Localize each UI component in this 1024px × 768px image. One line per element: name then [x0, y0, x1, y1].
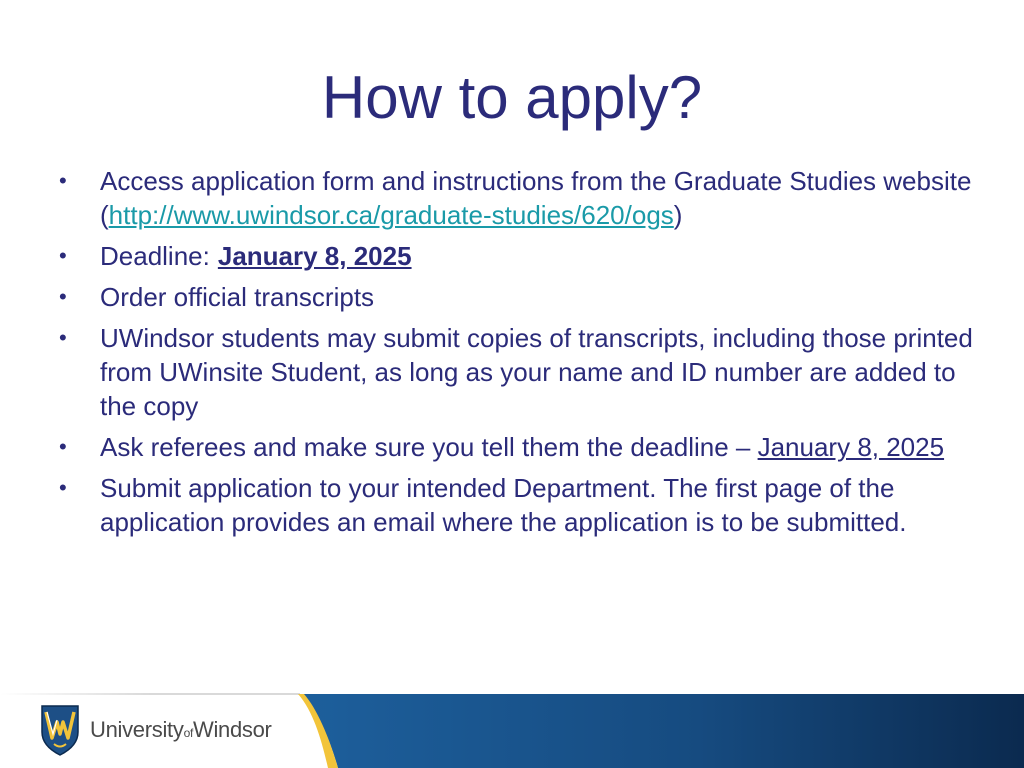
list-item [56, 321, 986, 423]
list-item [56, 280, 986, 314]
logo-word-windsor: Windsor [193, 717, 272, 742]
list-item [56, 239, 986, 273]
footer [0, 690, 1024, 768]
bullet-icon: • [59, 243, 67, 268]
bullet-text-close: ) [673, 200, 683, 230]
bullet-text: UWindsor students may submit copies of transcripts, including those printed from UWinsite Student, as long as your name and ID number are added to the copy [100, 323, 973, 421]
bullet-icon: • [59, 434, 67, 459]
bullet-icon: • [59, 475, 67, 500]
referee-deadline-date: January 8, 2025 [757, 432, 945, 462]
logo-word-of: of [183, 726, 193, 740]
bullet-icon: • [59, 325, 67, 350]
list-item [56, 471, 986, 539]
bullet-icon: • [59, 168, 67, 193]
logo-word-university: University [90, 717, 184, 742]
bullet-list [56, 164, 986, 546]
university-logo [40, 704, 272, 756]
bullet-text: Ask referees and make sure you tell them the deadline – [100, 432, 758, 462]
list-item [56, 430, 986, 464]
deadline-date: January 8, 2025 [217, 241, 412, 271]
bullet-icon: • [59, 284, 67, 309]
shield-icon [40, 704, 80, 756]
logo-wordmark [90, 717, 272, 743]
slide-title: How to apply? [321, 64, 703, 131]
deadline-label: Deadline: [100, 241, 210, 271]
graduate-studies-link[interactable]: http://www.uwindsor.ca/graduate-studies/620/ogs [108, 200, 674, 230]
bullet-text: Order official transcripts [100, 282, 375, 312]
bullet-text: Access application form and instructions from the Graduate Studies website ( [100, 166, 972, 230]
bullet-text: Submit application to your intended Department. The first page of the application provides an email where the application is to be submitted. [100, 473, 907, 537]
list-item [56, 164, 986, 232]
